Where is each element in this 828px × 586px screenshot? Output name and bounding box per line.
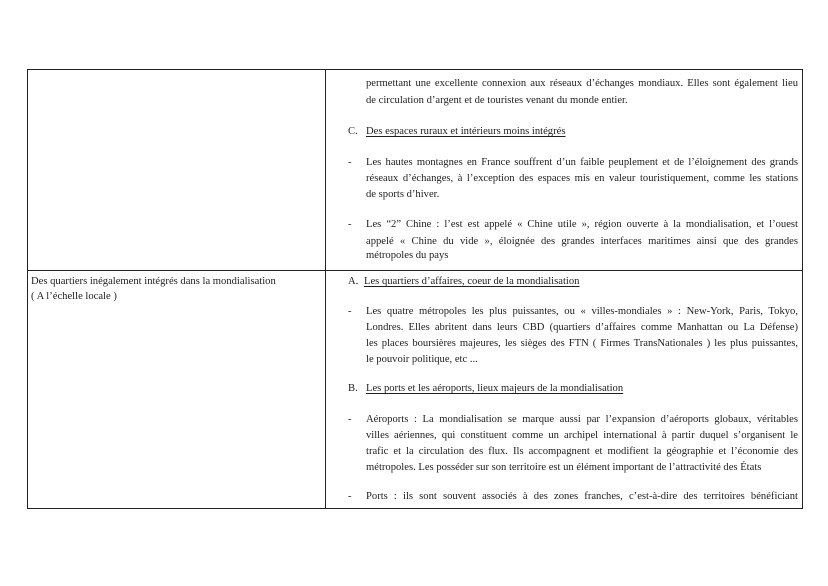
bullet-line: Les hautes montagnes en France souffrent d’un faible peuplement et de l’éloignement des grands [366,157,798,168]
paragraph-line: de circulation d’argent et de touristes venant du monde entier. [366,95,628,106]
section-letter: A. [348,276,359,287]
bullet-line: appelé « Chine du vide », éloignée des grandes interfaces maritimes ainsi que des grandes [366,236,798,247]
bullet-line: trafic et la circulation des flux. Ils accompagnent et modifient la géographie et l’économie des [366,446,798,457]
row-divider [28,270,802,271]
bullet-marker: - [348,414,352,425]
bullet-marker: - [348,491,352,502]
bullet-line: Les quatre métropoles les plus puissantes, ou « villes-mondiales » : New-York, Paris, Tokyo, [366,306,798,317]
section-heading: Des espaces ruraux et intérieurs moins intégrés [366,126,566,137]
row-title: Des quartiers inégalement intégrés dans la mondialisation [31,276,276,287]
section-letter: B. [348,383,358,394]
bullet-line: les places boursières majeures, les sièges des FTN ( Firmes TransNationales ) les plus puissantes, [366,338,798,349]
bullet-line: réseaux d’échanges, à l’exception des espaces mis en valeur touristiquement, comme les stations [366,173,798,184]
paragraph-line: permettant une excellente connexion aux réseaux d’échanges mondiaux. Elles sont également lieu [366,78,798,89]
bullet-line: Aéroports : La mondialisation se marque aussi par l’expansion d’aéroports globaux, véritables [366,414,798,425]
bullet-line: métropoles du pays [366,250,449,261]
column-divider [325,70,326,508]
bullet-line: de sports d’hiver. [366,189,440,200]
bullet-line: Londres. Elles abritent dans leurs CBD (quartiers d’affaires comme Manhattan ou La Défense) [366,322,798,333]
bullet-line: métropoles. Les posséder sur son territoire est un élément important de l’attractivité des États [366,462,762,473]
bullet-marker: - [348,219,352,230]
bullet-line: Ports : ils sont souvent associés à des zones franches, c’est-à-dire des territoires bénéficiant [366,491,798,502]
section-heading: Les ports et les aéroports, lieux majeurs de la mondialisation [366,383,624,394]
bullet-marker: - [348,306,352,317]
row-subtitle: ( A l’échelle locale ) [31,291,117,302]
bullet-line: Les “2” Chine : l’est est appelé « Chine utile », région ouverte à la mondialisation, et l’ouest [366,219,798,230]
bullet-marker: - [348,157,352,168]
section-heading: Les quartiers d’affaires, coeur de la mondialisation [364,276,580,287]
bullet-line: le pouvoir politique, etc ... [366,354,478,365]
section-letter: C. [348,126,358,137]
bullet-line: villes aériennes, qui constituent comme un archipel international à partir duquel s’organisent le [366,430,798,441]
